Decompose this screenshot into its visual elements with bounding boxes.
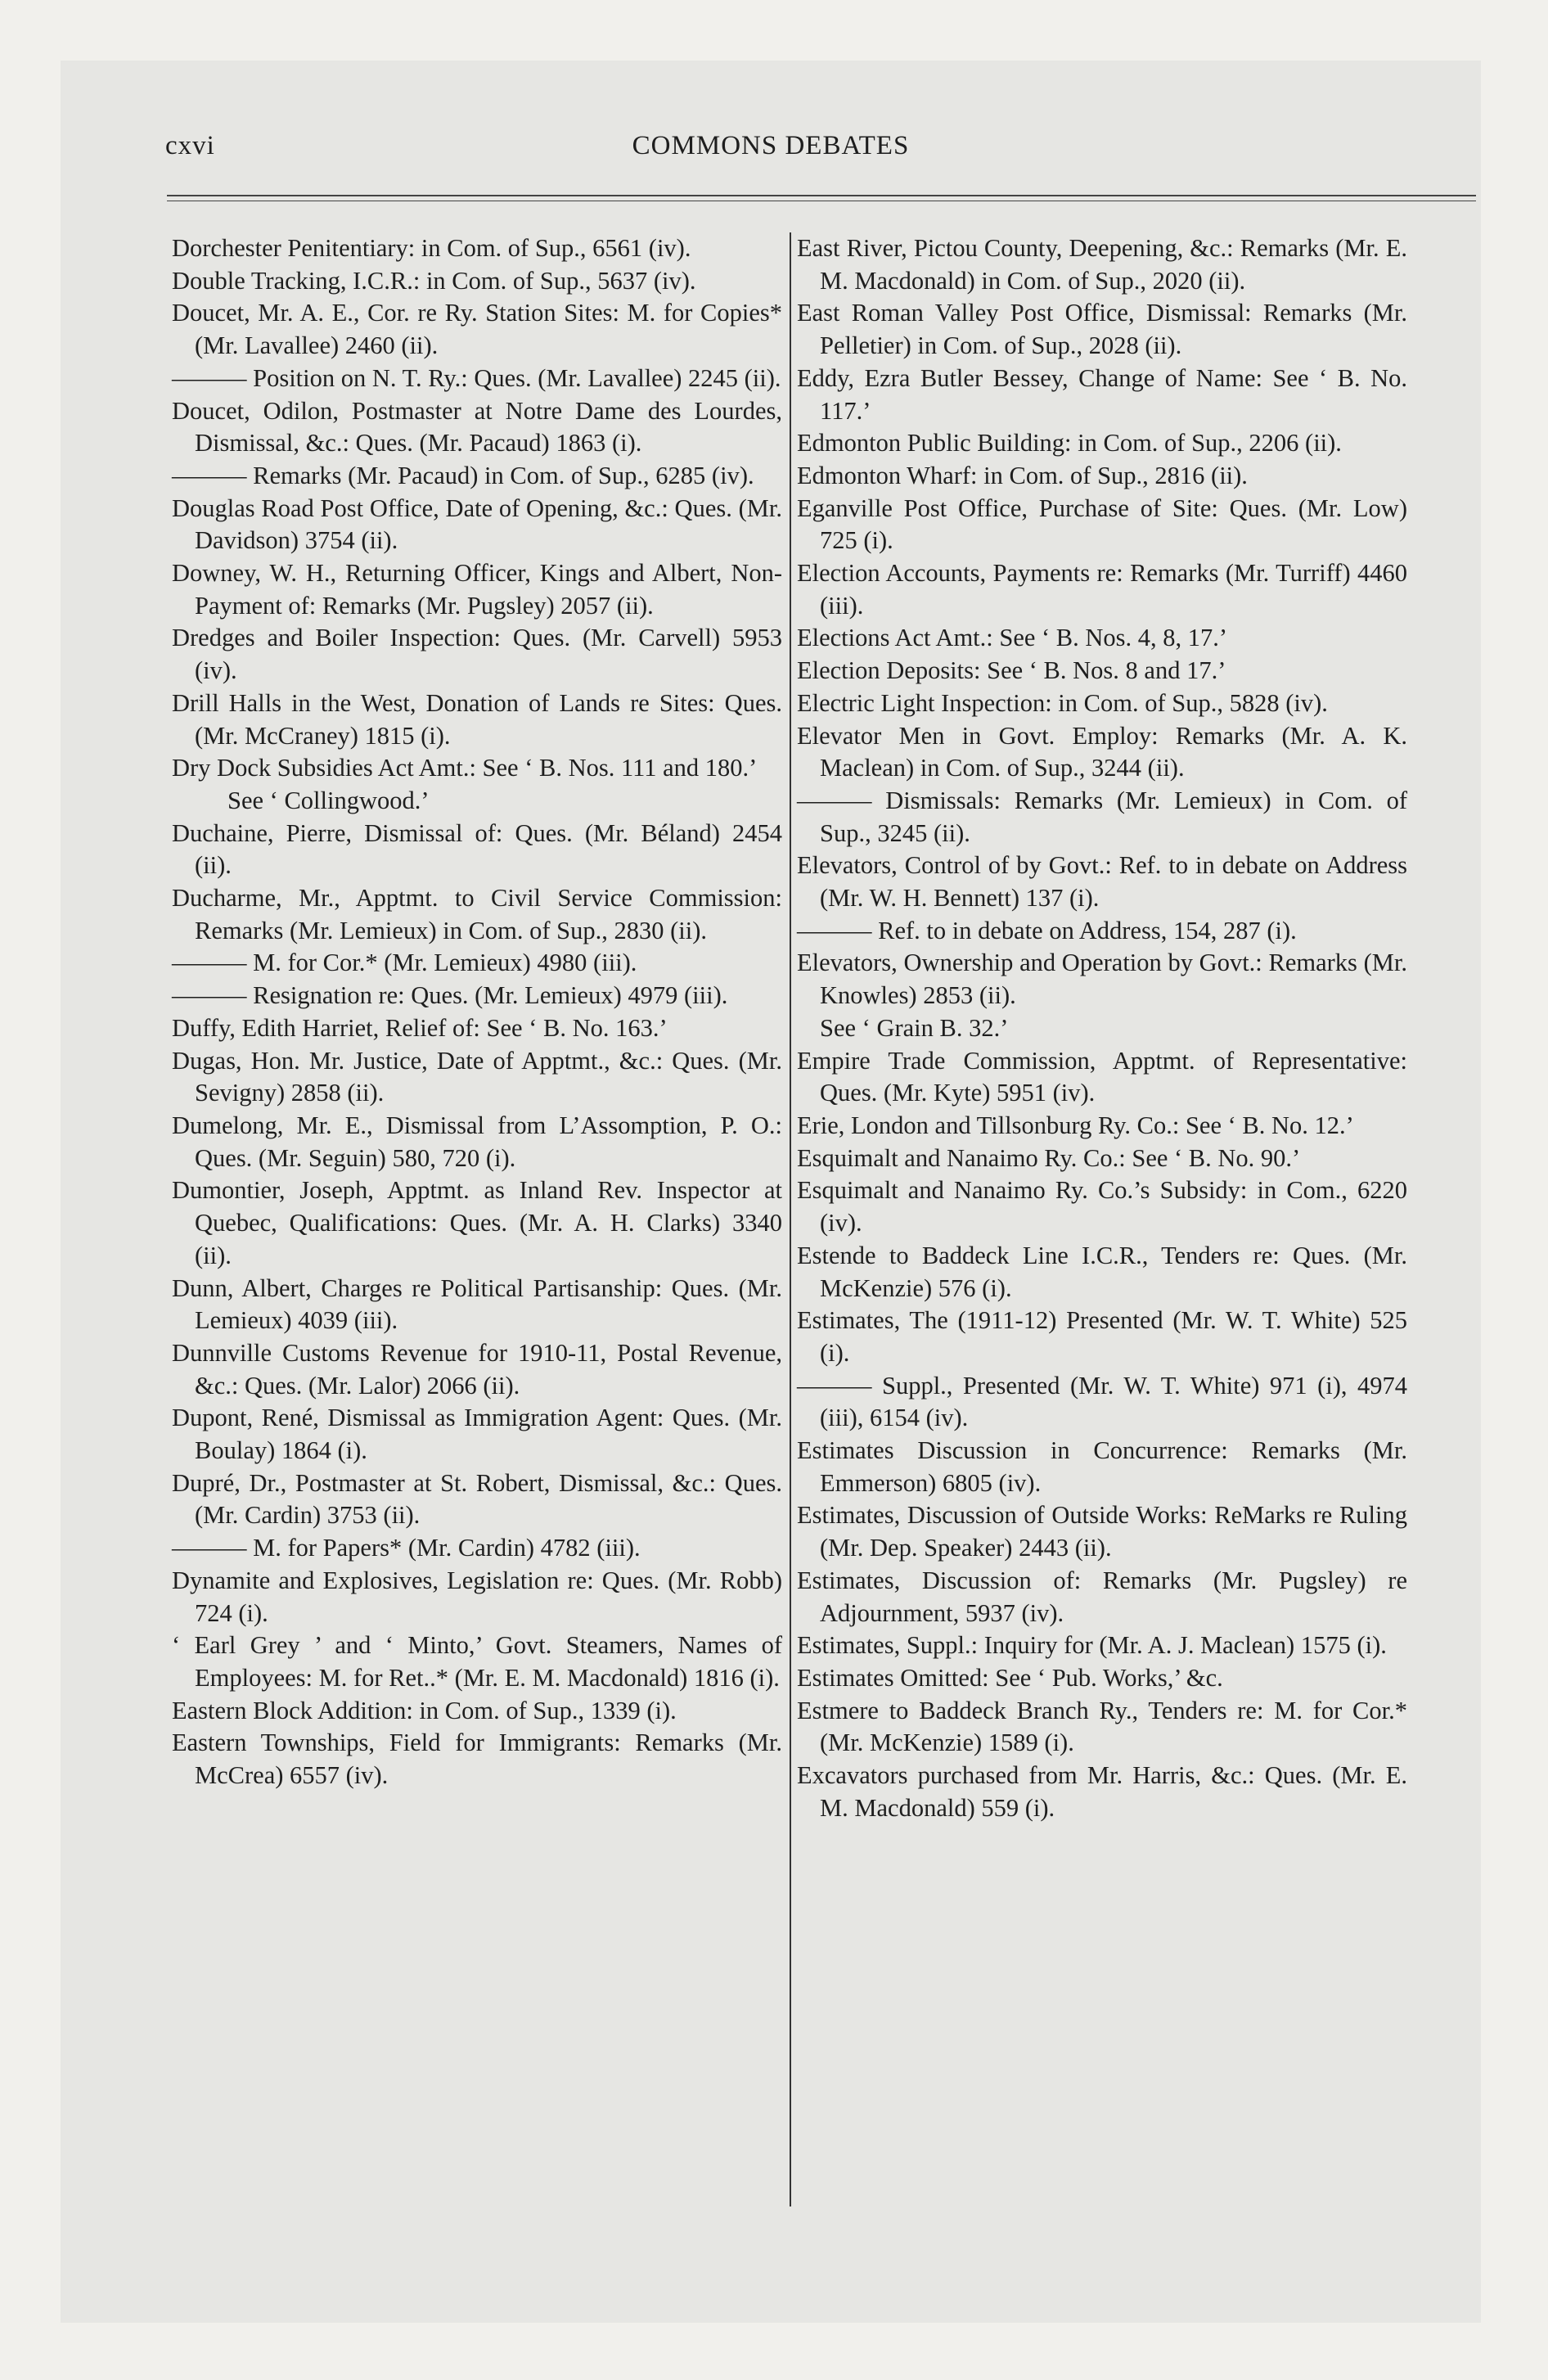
index-entry: See ‘ Grain B. 32.’	[820, 1013, 1009, 1042]
index-entry: ‘ Earl Grey ’ and ‘ Minto,’ Govt. Steamers, Names of Employees: M. for Ret..* (Mr. E. M. Macdonald) 1816 (i).	[172, 1631, 782, 1692]
column-divider	[790, 232, 791, 2206]
index-entry: Dupré, Dr., Postmaster at St. Robert, Dismissal, &c.: Ques. (Mr. Cardin) 3753 (ii).	[172, 1468, 782, 1530]
page-number: cxvi	[165, 131, 215, 160]
index-entry: Edmonton Public Building: in Com. of Sup., 2206 (ii).	[797, 429, 1342, 458]
header-rule-thick	[167, 195, 1476, 196]
left-column	[172, 232, 782, 1792]
index-entry: ——— M. for Papers* (Mr. Cardin) 4782 (iii).	[172, 1534, 641, 1562]
index-entry: Dunn, Albert, Charges re Political Partisanship: Ques. (Mr. Lemieux) 4039 (iii).	[172, 1273, 782, 1335]
index-entry: Dynamite and Explosives, Legislation re: Ques. (Mr. Robb) 724 (i).	[172, 1566, 782, 1627]
index-entry: Double Tracking, I.C.R.: in Com. of Sup., 5637 (iv).	[172, 266, 696, 295]
index-entry: Dunnville Customs Revenue for 1910-11, Postal Revenue, &c.: Ques. (Mr. Lalor) 2066 (ii).	[172, 1338, 782, 1400]
index-entry: Estimates Omitted: See ‘ Pub. Works,’ &c.	[797, 1663, 1223, 1692]
index-entry: Estende to Baddeck Line I.C.R., Tenders re: Ques. (Mr. McKenzie) 576 (i).	[797, 1241, 1407, 1302]
index-entry: Elevator Men in Govt. Employ: Remarks (Mr. A. K. Maclean) in Com. of Sup., 3244 (ii).	[797, 721, 1407, 782]
index-entry: Doucet, Mr. A. E., Cor. re Ry. Station Sites: M. for Copies* (Mr. Lavallee) 2460 (ii).	[172, 299, 782, 360]
index-entry: Dupont, René, Dismissal as Immigration Agent: Ques. (Mr. Boulay) 1864 (i).	[172, 1404, 782, 1465]
index-entry: Estimates, Suppl.: Inquiry for (Mr. A. J. Maclean) 1575 (i).	[797, 1631, 1387, 1660]
index-entry: Drill Halls in the West, Donation of Lands re Sites: Ques. (Mr. McCraney) 1815 (i).	[172, 688, 782, 750]
index-entry: Eganville Post Office, Purchase of Site: Ques. (Mr. Low) 725 (i).	[797, 494, 1407, 555]
running-title: COMMONS DEBATES	[632, 131, 910, 160]
index-entry: Empire Trade Commission, Apptmt. of Representative: Ques. (Mr. Kyte) 5951 (iv).	[797, 1046, 1407, 1107]
index-entry: ——— Resignation re: Ques. (Mr. Lemieux) 4979 (iii).	[172, 981, 728, 1010]
index-entry: Erie, London and Tillsonburg Ry. Co.: See ‘ B. No. 12.’	[797, 1111, 1354, 1139]
index-entry: Eddy, Ezra Butler Bessey, Change of Name: See ‘ B. No. 117.’	[797, 363, 1407, 425]
index-entry: Estimates Discussion in Concurrence: Remarks (Mr. Emmerson) 6805 (iv).	[797, 1436, 1407, 1497]
index-entry: ——— Dismissals: Remarks (Mr. Lemieux) in Com. of Sup., 3245 (ii).	[797, 786, 1407, 847]
index-entry: Esquimalt and Nanaimo Ry. Co.: See ‘ B. No. 90.’	[797, 1143, 1301, 1172]
index-entry: Election Deposits: See ‘ B. Nos. 8 and 17.’	[797, 656, 1226, 685]
index-entry: See ‘ Collingwood.’	[227, 786, 430, 814]
index-entry: ——— Remarks (Mr. Pacaud) in Com. of Sup., 6285 (iv).	[172, 461, 754, 489]
index-entry: ——— M. for Cor.* (Mr. Lemieux) 4980 (iii).	[172, 949, 637, 977]
index-entry: Estimates, The (1911-12) Presented (Mr. W. T. White) 525 (i).	[797, 1306, 1407, 1367]
index-entry: ——— Position on N. T. Ry.: Ques. (Mr. Lavallee) 2245 (ii).	[172, 363, 781, 392]
index-entry: East River, Pictou County, Deepening, &c.: Remarks (Mr. E. M. Macdonald) in Com. of Sup., 2020 (ii).	[797, 234, 1407, 295]
index-entry: Downey, W. H., Returning Officer, Kings and Albert, Non-Payment of: Remarks (Mr. Pugsley) 2057 (ii).	[172, 559, 782, 620]
index-entry: ——— Suppl., Presented (Mr. W. T. White) 971 (i), 4974 (iii), 6154 (iv).	[797, 1371, 1407, 1432]
index-entry: Dumontier, Joseph, Apptmt. as Inland Rev. Inspector at Quebec, Qualifications: Ques. (Mr. A. H. Clarks) 3340 (ii).	[172, 1176, 782, 1269]
page-header	[61, 131, 1481, 180]
index-entry: Elevators, Control of by Govt.: Ref. to in debate on Address (Mr. W. H. Bennett) 137 (i).	[797, 851, 1407, 913]
index-entry: Doucet, Odilon, Postmaster at Notre Dame des Lourdes, Dismissal, &c.: Ques. (Mr. Pacaud) 1863 (i).	[172, 396, 782, 458]
index-entry: Electric Light Inspection: in Com. of Sup., 5828 (iv).	[797, 688, 1328, 717]
page-scan	[61, 61, 1481, 2323]
index-entry: Elevators, Ownership and Operation by Govt.: Remarks (Mr. Knowles) 2853 (ii).	[797, 949, 1407, 1010]
index-entry: East Roman Valley Post Office, Dismissal: Remarks (Mr. Pelletier) in Com. of Sup., 2028 (ii).	[797, 299, 1407, 360]
index-entry: Ducharme, Mr., Apptmt. to Civil Service Commission: Remarks (Mr. Lemieux) in Com. of Sup., 2830 (ii).	[172, 884, 782, 944]
index-entry: Dugas, Hon. Mr. Justice, Date of Apptmt., &c.: Ques. (Mr. Sevigny) 2858 (ii).	[172, 1046, 782, 1107]
index-entry: Duffy, Edith Harriet, Relief of: See ‘ B. No. 163.’	[172, 1013, 668, 1042]
index-entry: Duchaine, Pierre, Dismissal of: Ques. (Mr. Béland) 2454 (ii).	[172, 818, 782, 880]
right-column	[797, 232, 1407, 1824]
index-entry: Estimates, Discussion of Outside Works: ReMarks re Ruling (Mr. Dep. Speaker) 2443 (ii).	[797, 1501, 1407, 1562]
index-entry: Dorchester Penitentiary: in Com. of Sup., 6561 (iv).	[172, 234, 691, 262]
index-entry: ——— Ref. to in debate on Address, 154, 287 (i).	[797, 916, 1297, 944]
index-entry: Eastern Townships, Field for Immigrants: Remarks (Mr. McCrea) 6557 (iv).	[172, 1729, 782, 1790]
index-entry: Eastern Block Addition: in Com. of Sup., 1339 (i).	[172, 1696, 677, 1724]
index-entry: Douglas Road Post Office, Date of Opening, &c.: Ques. (Mr. Davidson) 3754 (ii).	[172, 494, 782, 555]
index-entry: Dredges and Boiler Inspection: Ques. (Mr. Carvell) 5953 (iv).	[172, 624, 782, 685]
index-entry: Estimates, Discussion of: Remarks (Mr. Pugsley) re Adjournment, 5937 (iv).	[797, 1566, 1407, 1627]
index-entry: Excavators purchased from Mr. Harris, &c.: Ques. (Mr. E. M. Macdonald) 559 (i).	[797, 1761, 1407, 1822]
index-entry: Estmere to Baddeck Branch Ry., Tenders re: M. for Cor.* (Mr. McKenzie) 1589 (i).	[797, 1696, 1407, 1757]
index-entry: Election Accounts, Payments re: Remarks (Mr. Turriff) 4460 (iii).	[797, 559, 1407, 620]
index-entry: Edmonton Wharf: in Com. of Sup., 2816 (ii).	[797, 461, 1248, 489]
index-entry: Dry Dock Subsidies Act Amt.: See ‘ B. Nos. 111 and 180.’	[172, 754, 758, 782]
index-entry: Elections Act Amt.: See ‘ B. Nos. 4, 8, 17.’	[797, 624, 1228, 652]
index-entry: Esquimalt and Nanaimo Ry. Co.’s Subsidy: in Com., 6220 (iv).	[797, 1176, 1407, 1237]
index-entry: Dumelong, Mr. E., Dismissal from L’Assomption, P. O.: Ques. (Mr. Seguin) 580, 720 (i).	[172, 1111, 782, 1172]
